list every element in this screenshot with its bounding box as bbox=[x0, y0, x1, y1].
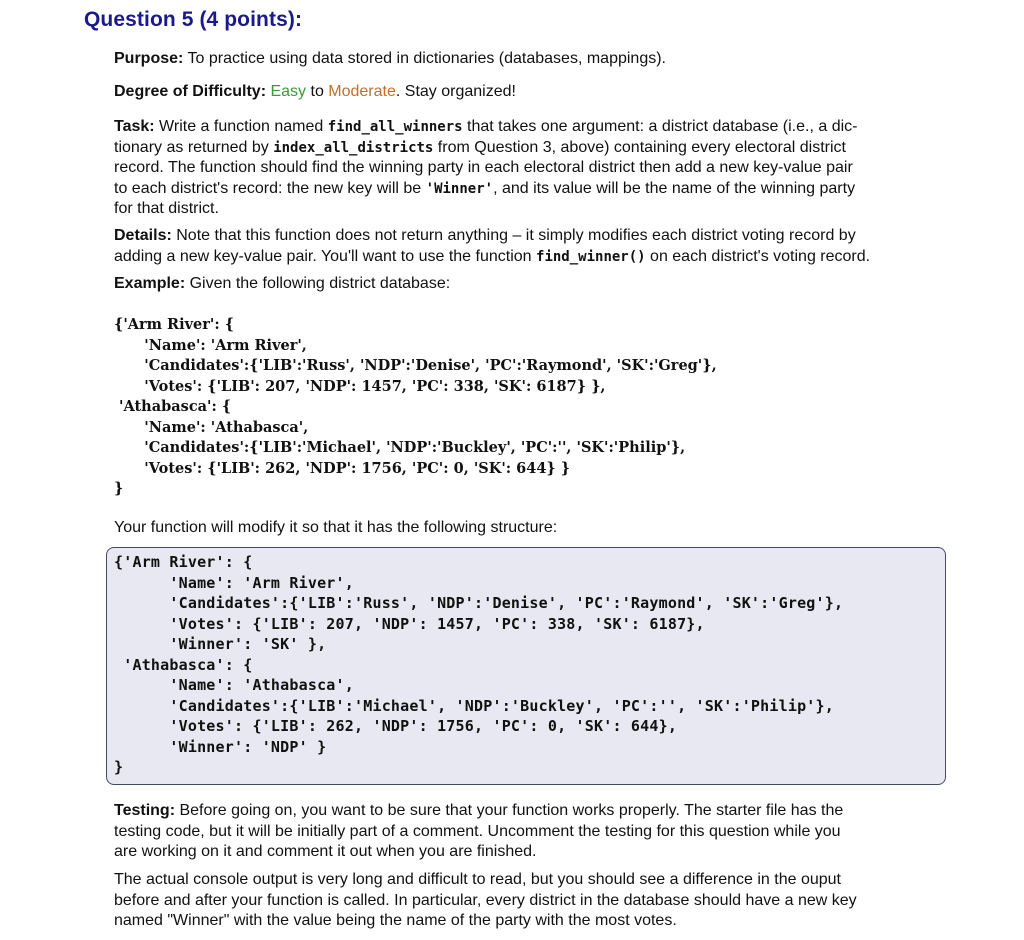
task-text-2: that takes one argument: a district database (i.e., a dic- bbox=[462, 118, 858, 135]
task-text-1: Write a function named bbox=[154, 118, 328, 135]
function-name-index-all-districts: index_all_districts bbox=[273, 139, 434, 156]
code-line: 'Name': 'Athabasca', bbox=[114, 418, 309, 436]
question-title: Question 5 (4 points): bbox=[84, 8, 303, 31]
purpose-text: To practice using data stored in dictionaries (databases, mappings). bbox=[183, 50, 666, 67]
difficulty-moderate: Moderate bbox=[328, 83, 396, 100]
difficulty-easy: Easy bbox=[270, 83, 307, 100]
task-text-5: to each district's record: the new key will be bbox=[114, 179, 426, 197]
function-name-find-all-winners: find_all_winners bbox=[327, 119, 463, 135]
code-line: 'Name': 'Athabasca', bbox=[114, 676, 354, 694]
testing-label: Testing: bbox=[114, 802, 176, 819]
details-text-3: on each district's voting record. bbox=[645, 247, 871, 265]
details-text-1: Note that this function does not return anything – it simply modifies each district voting record by bbox=[171, 227, 856, 244]
task-paragraph bbox=[114, 117, 944, 220]
details-line-2 bbox=[114, 247, 944, 268]
purpose-label: Purpose: bbox=[114, 50, 184, 67]
difficulty-paragraph bbox=[114, 82, 944, 103]
details-line-1 bbox=[114, 226, 944, 247]
task-line-3: record. The function should find the winning party in each electoral district then add a new key-value pair bbox=[114, 159, 853, 176]
console-paragraph bbox=[114, 870, 944, 932]
code-block-after bbox=[114, 552, 843, 778]
difficulty-to: to bbox=[306, 83, 329, 100]
function-name-find-winner: find_winner() bbox=[536, 248, 646, 265]
code-line: 'Votes': {'LIB': 207, 'NDP': 1457, 'PC': 338, 'SK': 6187} }, bbox=[114, 377, 606, 395]
console-line-1: The actual console output is very long and difficult to read, but you should see a difference in the ouput bbox=[114, 871, 841, 888]
details-text-2: adding a new key-value pair. You'll want to use the function bbox=[114, 247, 537, 265]
task-text-6: , and its value will be the name of the winning party bbox=[493, 179, 856, 197]
code-line: {'Arm River': { bbox=[114, 316, 235, 333]
task-line-4 bbox=[114, 179, 944, 200]
console-line-2: before and after your function is called. In particular, every district in the database should have a new key bbox=[114, 891, 857, 909]
code-line: 'Candidates':{'LIB':'Russ', 'NDP':'Denise', 'PC':'Raymond', 'SK':'Greg'}, bbox=[114, 594, 844, 612]
code-line: 'Votes': {'LIB': 207, 'NDP': 1457, 'PC': 338, 'SK': 6187}, bbox=[114, 614, 705, 633]
code-line: } bbox=[114, 758, 124, 776]
testing-line-1 bbox=[114, 801, 944, 822]
code-block-before bbox=[114, 315, 717, 500]
testing-line-2: testing code, but it will be initially part of a comment. Uncomment the testing for this question while you bbox=[114, 822, 841, 840]
difficulty-label: Degree of Difficulty: bbox=[114, 83, 267, 100]
testing-paragraph bbox=[114, 801, 944, 863]
code-line: 'Candidates':{'LIB':'Russ', 'NDP':'Denise', 'PC':'Raymond', 'SK':'Greg'}, bbox=[114, 357, 717, 374]
code-line: {'Arm River': { bbox=[114, 553, 253, 571]
testing-line-3: are working on it and comment it out when you are finished. bbox=[114, 843, 537, 860]
task-line-1 bbox=[114, 117, 944, 138]
example-label: Example: bbox=[114, 275, 186, 292]
details-paragraph bbox=[114, 226, 944, 267]
code-line: 'Winner': 'SK' }, bbox=[114, 635, 327, 653]
code-line: 'Candidates':{'LIB':'Michael', 'NDP':'Buckley', 'PC':'', 'SK':'Philip'}, bbox=[114, 439, 686, 456]
code-line: 'Athabasca': { bbox=[114, 655, 253, 674]
details-label: Details: bbox=[114, 227, 172, 244]
code-line: 'Athabasca': { bbox=[114, 398, 232, 415]
purpose-paragraph bbox=[114, 49, 944, 70]
task-text-4: from Question 3, above) containing every electoral district bbox=[433, 138, 846, 156]
code-line: 'Name': 'Arm River', bbox=[114, 573, 354, 592]
structure-intro: Your function will modify it so that it has the following structure: bbox=[114, 519, 558, 536]
difficulty-rest: . Stay organized! bbox=[395, 83, 516, 100]
code-line: } bbox=[114, 480, 124, 497]
code-line: 'Winner': 'NDP' } bbox=[114, 737, 327, 756]
task-line-5: for that district. bbox=[114, 200, 219, 217]
example-text: Given the following district database: bbox=[185, 275, 451, 292]
task-line-2 bbox=[114, 138, 944, 159]
task-text-3: tionary as returned by bbox=[114, 138, 274, 156]
code-line: 'Candidates':{'LIB':'Michael', 'NDP':'Buckley', 'PC':'', 'SK':'Philip'}, bbox=[114, 696, 834, 715]
console-line-3: named "Winner" with the value being the name of the party with the most votes. bbox=[114, 912, 677, 929]
example-paragraph bbox=[114, 274, 944, 295]
winner-key: 'Winner' bbox=[425, 180, 494, 197]
testing-text-1: Before going on, you want to be sure that your function works properly. The starter file has the bbox=[175, 802, 844, 819]
task-label: Task: bbox=[114, 118, 155, 135]
code-line: 'Votes': {'LIB': 262, 'NDP': 1756, 'PC': 0, 'SK': 644}, bbox=[114, 717, 678, 735]
code-line: 'Name': 'Arm River', bbox=[114, 336, 307, 354]
code-line: 'Votes': {'LIB': 262, 'NDP': 1756, 'PC': 0, 'SK': 644} } bbox=[114, 459, 571, 477]
